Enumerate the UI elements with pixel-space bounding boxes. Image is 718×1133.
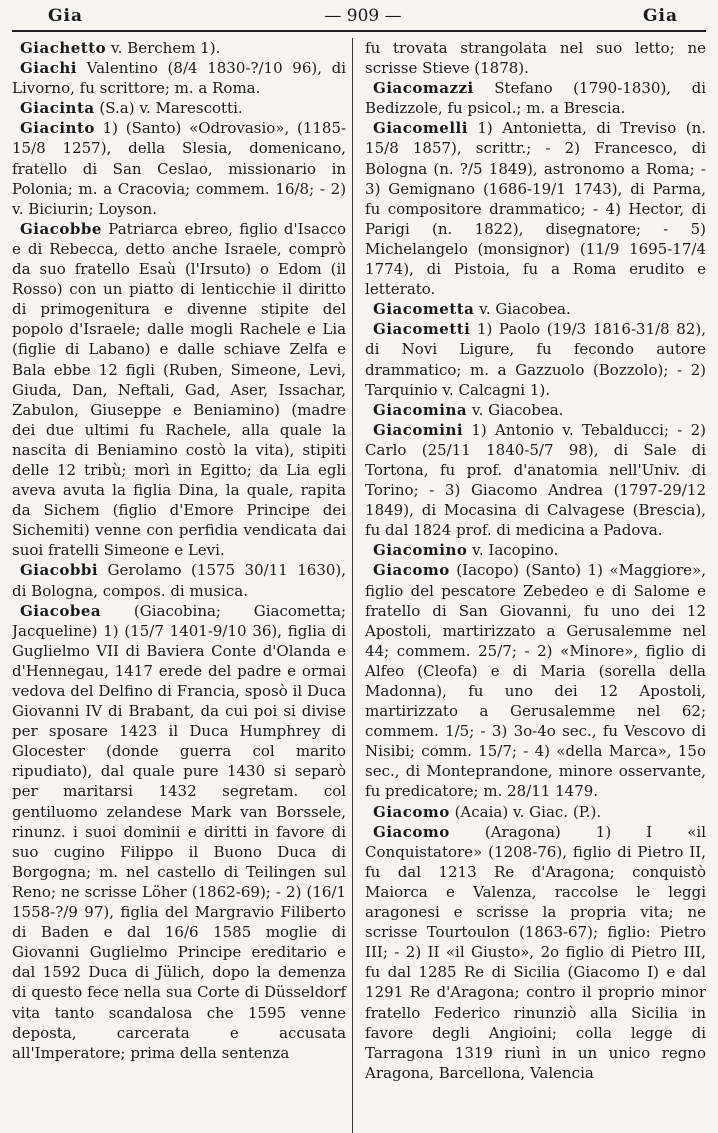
entry-headword: Giachetto	[20, 39, 107, 57]
entry-headword: Giacobbe	[20, 219, 102, 238]
entry-headword: Giacomo	[373, 802, 450, 821]
entry-headword: Giacometta	[373, 300, 475, 319]
dictionary-entry	[12, 560, 346, 600]
dictionary-entry	[12, 98, 346, 118]
entry-text: 1) Antonietta, di Treviso (n. 15/8 1857), scrittr.; - 2) Francesco, di Bologna (n. ?/5 1849), astronomo a Roma; - 3) Gemignano (1686-19/1 1743), di Parma, fu compositore drammatico; - 4) Hector, di Parigi (n. 1822), disegnatore; - 5) Michelangelo (monsignor) (11/9 1695-17/4 1774), di Pistoia, fu a Roma erudito e letterato.	[365, 119, 706, 299]
left-column	[12, 38, 352, 1133]
entry-headword: Giacomazzi	[373, 79, 474, 98]
entry-text: fu trovata strangolata nel suo letto; ne scrisse Stieve (1878).	[365, 39, 706, 78]
dictionary-entry	[365, 118, 706, 299]
dictionary-entry	[365, 540, 706, 560]
entry-headword: Giacomo	[373, 561, 450, 580]
entry-text: Gerolamo (1575 30/11 1630), di Bologna, compos. di musica.	[12, 561, 347, 600]
header-rule	[12, 30, 706, 32]
dictionary-entry	[12, 219, 346, 561]
columns	[12, 38, 706, 1133]
entry-headword: Giacinta	[20, 99, 95, 118]
entry-headword: Giacomino	[373, 541, 468, 560]
dictionary-entry	[365, 319, 706, 399]
entry-text: (Iacopo) (Santo) 1) «Maggiore», figlio del pescatore Zebedeo e di Salome e fratello di San Giovanni, fu uno dei 12 Apostoli, martirizzato a Gerusalemme nel 44; commem. 25/7; - 2) «Minore», figlio di Alfeo (Cleofa) e di Maria (sorella della Madonna), fu uno dei 12 Apostoli, martirizzato a Gerusalemme nel 62; commem. 1/5; - 3) 3o-4o sec., fu Vescovo di Nisibi; comm. 15/7; - 4) «della Marca», 15o sec., di Monteprandone, minore osservante, fu predicatore; m. 28/11 1479.	[365, 561, 706, 801]
right-column	[359, 38, 706, 1133]
entry-text: v. Giacobea.	[474, 300, 571, 319]
entry-text: Stefano (1790-1830), di Bedizzole, fu psicol.; m. a Brescia.	[365, 79, 706, 118]
entry-text: (Aragona) 1) I «il Conquistatore» (1208-76), figlio di Pietro II, fu dal 1213 Re d'Aragona; conquistò Maiorca e Valenza, raccolse le leggi aragonesi e scrisse la propria vita; ne scrisse Tourtoulon (1863-67); figlio: Pietro III; - 2) II «il Giusto», 2o figlio di Pietro III, fu dal 1285 Re di Sicilia (Giacomo I) e dal 1291 Re d'Aragona; contro il proprio minor fratello Federico rinunziò alla Sicilia in favore degli Angioini; colla legge di Tarragona 1319 riunì in un unico regno Aragona, Barcellona, Valencia	[365, 822, 706, 1082]
dictionary-entry	[365, 400, 706, 420]
entry-headword: Giacometti	[373, 320, 471, 339]
dictionary-entry	[365, 560, 706, 801]
entry-text: (Acaia) v. Giac. (P.).	[449, 802, 602, 821]
header-right-word: Gia	[642, 6, 678, 26]
dictionary-entry	[365, 299, 706, 319]
dictionary-entry	[12, 58, 346, 98]
entry-text: v. Berchem 1).	[106, 39, 221, 57]
entry-text: 1) Antonio v. Tebalducci; - 2) Carlo (25/11 1840-5/7 98), di Sale di Tortona, fu prof. d'anatomia nell'Univ. di Torino; - 3) Giacomo Andrea (1797-29/12 1849), di Mocasina di Calvagese (Brescia), fu dal 1824 prof. di medicina a Padova.	[365, 420, 706, 540]
dictionary-entry	[365, 38, 706, 78]
entry-text: Patriarca ebreo, figlio d'Isacco e di Rebecca, detto anche Israele, comprò da suo fratello Esaù (l'Irsuto) o Edom (il Rosso) con un piatto di lenticchie il diritto di primogenitura e divenne stipite del popolo d'Israele; dalle mogli Rachele e Lia (figlie di Labano) e dalle schiave Zelfa e Bala ebbe 12 figli (Ruben, Simeone, Levi, Giuda, Dan, Neftali, Gad, Aser, Issachar, Zabulon, Giuseppe e Beniamino) (madre dei due ultimi fu Rachele, alla quale la nascita di Beniamino costò la vita), stipiti delle 12 tribù; morì in Egitto; da Lia egli aveva avuta la figlia Dina, la quale, rapita da Sichem (figlio d'Emore Principe dei Sichemiti) venne con perfidia vendicata dai suoi fratelli Simeone e Levi.	[12, 219, 347, 560]
entry-headword: Giacomini	[373, 420, 464, 439]
dictionary-entry	[365, 802, 706, 822]
page-number: — 909 —	[324, 6, 402, 26]
page-header	[12, 6, 706, 28]
dictionary-entry	[365, 78, 706, 118]
entry-headword: Giachi	[20, 59, 77, 78]
entry-text: (S.a) v. Marescotti.	[94, 99, 243, 118]
entry-headword: Giacobbi	[20, 561, 99, 580]
entry-headword: Giacinto	[20, 119, 95, 138]
column-divider	[352, 38, 353, 1133]
entry-headword: Giacobea	[20, 601, 102, 620]
dictionary-entry	[12, 118, 346, 218]
entry-text: 1) Paolo (19/3 1816-31/8 82), di Novi Ligure, fu fecondo autore drammatico; m. a Gazzuolo (Bozzolo); - 2) Tarquinio v. Calcagni 1).	[365, 320, 706, 399]
entry-text: 1) (Santo) «Odrovasio», (1185-15/8 1257), della Slesia, domenicano, fratello di San Ceslao, missionario in Polonia; m. a Cracovia; commem. 16/8; - 2) v. Biciurin; Loyson.	[12, 119, 347, 218]
entry-text: v. Iacopino.	[467, 541, 559, 560]
entry-headword: Giacomina	[373, 400, 468, 419]
dictionary-entry	[12, 38, 346, 58]
dictionary-entry	[365, 420, 706, 541]
entry-text: v. Giacobea.	[467, 400, 564, 419]
dictionary-entry	[12, 601, 346, 1063]
entry-headword: Giacomelli	[373, 119, 468, 138]
header-left-word: Gia	[48, 6, 83, 26]
entry-text: (Giacobina; Giacometta; Jacqueline) 1) (15/7 1401-9/10 36), figlia di Guglielmo VII di Baviera Conte d'Olanda e d'Hennegau, 1417 erede del padre e ormai vedova del Delfino di Francia, sposò il Duca Giovanni IV di Brabant, da cui poi si divise per sposare 1423 il Duca Humphrey di Glocester (donde guerra col marito ripudiato), dal quale pure 1430 si separò per maritarsi 1432 segretam. col gentiluomo zelandese Mark van Borssele, rinunz. i suoi dominii e diritti in favore di suo cugino Filippo il Buono Duca di Borgogna; m. nel castello di Teilingen sul Reno; ne scrisse Löher (1862-69); - 2) (16/1 1558-?/9 97), figlia del Margravio Filiberto di Baden e dal 16/6 1585 moglie di Giovanni Guglielmo Principe ereditario e dal 1592 Duca di Jülich, dopo la demenza di questo fece nella sua Corte di Düsseldorf vita tanto scandalosa che 1595 venne deposta, carcerata e accusata all'Imperatore; prima della sentenza	[12, 601, 347, 1062]
entry-headword: Giacomo	[373, 822, 450, 841]
dictionary-entry	[365, 822, 706, 1083]
entry-text: Valentino (8/4 1830-?/10 96), di Livorno, fu scrittore; m. a Roma.	[12, 59, 347, 98]
